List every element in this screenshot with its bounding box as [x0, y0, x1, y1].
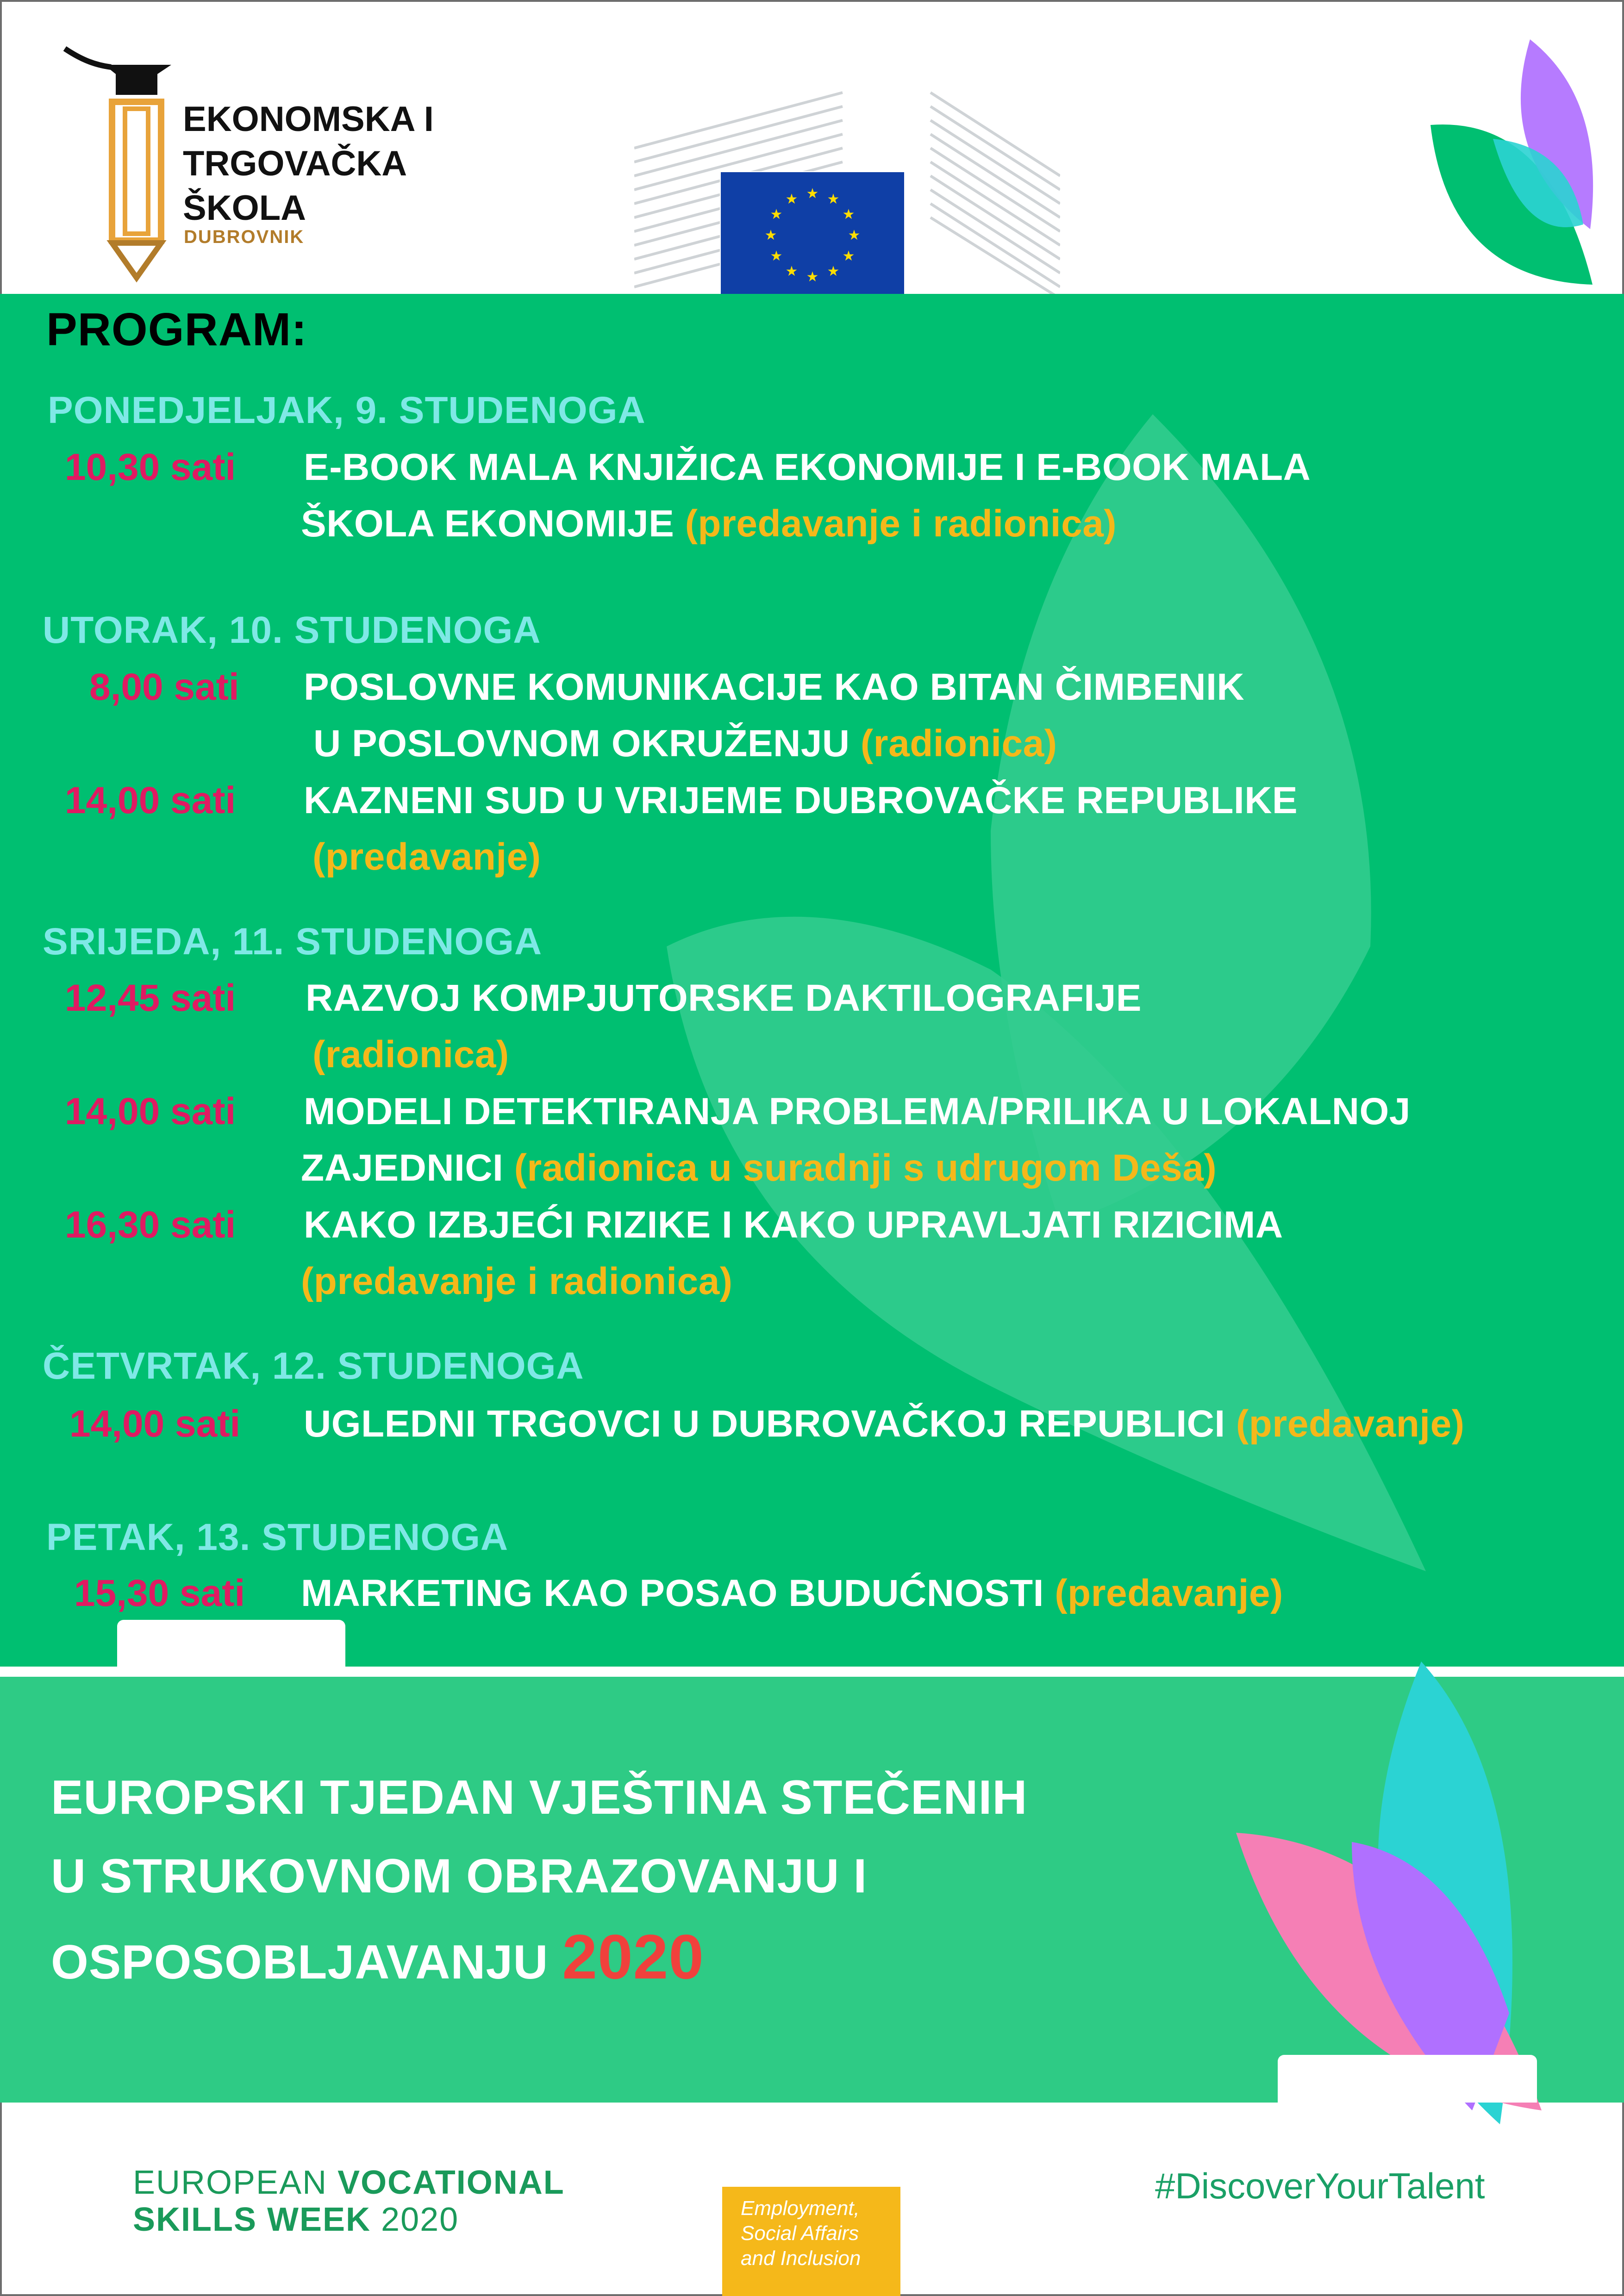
event-time: 16,30 sati [65, 1204, 236, 1246]
event-time: 14,00 sati [65, 1090, 236, 1132]
event-note: (predavanje i radionica) [685, 503, 1117, 545]
eu-stars-icon [721, 172, 904, 299]
svg-text:★: ★ [848, 227, 861, 243]
svg-text:★: ★ [842, 206, 855, 223]
eu-flag [721, 172, 904, 299]
evsw-logo-line1 [133, 2164, 565, 2202]
decor-tab [117, 1620, 345, 1667]
svg-text:★: ★ [764, 227, 777, 243]
svg-text:★: ★ [785, 191, 798, 207]
school-city: DUBROVNIK [184, 227, 305, 247]
evsw-logo-line2 [133, 2201, 459, 2239]
campaign-title-line3 [51, 1921, 704, 1993]
campaign-title-text: OSPOSOBLJAVANJU [51, 1935, 562, 1989]
school-name-line1: EKONOMSKA I [183, 100, 434, 139]
event-title: KAZNENI SUD U VRIJEME DUBROVAČKE REPUBLIKE [304, 779, 1298, 821]
campaign-year: 2020 [562, 1922, 704, 1992]
event-title: RAZVOJ KOMPJUTORSKE DAKTILOGRAFIJE [306, 977, 1142, 1019]
event-time: 14,00 sati [69, 1403, 241, 1445]
day-heading: ČETVRTAK, 12. STUDENOGA [43, 1345, 584, 1387]
school-pencil-icon [60, 39, 181, 285]
event-time: 8,00 sati [89, 666, 239, 708]
event-note: (radionica) [860, 722, 1057, 765]
evsw-european: EUROPEAN [133, 2164, 338, 2201]
event-note: (predavanje) [1236, 1403, 1465, 1445]
day-heading: SRIJEDA, 11. STUDENOGA [43, 921, 543, 963]
esai-line3: and Inclusion [741, 2247, 861, 2270]
event-time: 12,45 sati [65, 977, 236, 1019]
event-title-line2: ZAJEDNICI [301, 1147, 514, 1189]
decor-tab [1278, 2055, 1537, 2103]
event-title-cont [301, 502, 1117, 546]
svg-text:★: ★ [842, 248, 855, 264]
hashtag: #DiscoverYourTalent [1155, 2165, 1485, 2206]
event-note: (radionica u suradnji s udrugom Deša) [514, 1147, 1217, 1189]
evsw-skills-week: SKILLS WEEK [133, 2201, 371, 2238]
campaign-title-line1: EUROPSKI TJEDAN VJEŠTINA STEČENIH [51, 1771, 1028, 1824]
event-title: POSLOVNE KOMUNIKACIJE KAO BITAN ČIMBENIK [304, 666, 1245, 708]
esai-logo-text [741, 2196, 861, 2271]
evsw-year: 2020 [371, 2201, 459, 2238]
esai-line1: Employment, [741, 2197, 860, 2220]
event-title-cont [304, 1402, 1465, 1446]
event-title-cont [301, 1572, 1283, 1615]
event-time: 15,30 sati [74, 1572, 245, 1614]
svg-text:★: ★ [785, 263, 798, 280]
event-note: (predavanje) [1055, 1572, 1283, 1614]
school-name [183, 97, 434, 230]
event-title-cont [301, 1146, 1217, 1190]
event-title: MODELI DETEKTIRANJA PROBLEMA/PRILIKA U LOKALNOJ [304, 1090, 1411, 1132]
event-time: 14,00 sati [65, 779, 236, 821]
svg-text:★: ★ [770, 248, 783, 264]
svg-text:★: ★ [827, 263, 840, 280]
campaign-title-line2: U STRUKOVNOM OBRAZOVANJU I [51, 1849, 868, 1903]
day-heading: PONEDJELJAK, 9. STUDENOGA [48, 389, 646, 431]
event-title-cont [313, 722, 1057, 765]
background-leaf-icon [667, 414, 1454, 1667]
school-name-line3: ŠKOLA [183, 188, 306, 228]
school-name-line2: TRGOVAČKA [183, 144, 407, 183]
svg-text:★: ★ [770, 206, 783, 223]
event-title: E-BOOK MALA KNJIŽICA EKONOMIJE I E-BOOK MALA [304, 446, 1311, 488]
event-note: (predavanje) [312, 836, 541, 878]
svg-text:★: ★ [806, 269, 819, 285]
evsw-vocational: VOCATIONAL [337, 2164, 565, 2201]
event-time: 10,30 sati [65, 446, 236, 488]
event-note: (radionica) [312, 1033, 509, 1076]
event-title: UGLEDNI TRGOVCI U DUBROVAČKOJ REPUBLICI [304, 1403, 1236, 1445]
event-title-line2: U POSLOVNOM OKRUŽENJU [313, 722, 861, 765]
day-heading: PETAK, 13. STUDENOGA [46, 1516, 509, 1558]
event-title: MARKETING KAO POSAO BUDUĆNOSTI [301, 1572, 1055, 1614]
program-title: PROGRAM: [46, 304, 307, 355]
svg-text:★: ★ [827, 191, 840, 207]
day-heading: UTORAK, 10. STUDENOGA [43, 609, 541, 651]
event-title-line2: ŠKOLA EKONOMIJE [301, 503, 685, 545]
event-title: KAKO IZBJEĆI RIZIKE I KAKO UPRAVLJATI RIZICIMA [304, 1204, 1283, 1246]
evsw-leaf-icon [1430, 39, 1602, 285]
esai-line2: Social Affairs [741, 2222, 859, 2245]
svg-text:★: ★ [806, 186, 819, 202]
event-note: (predavanje i radionica) [301, 1260, 733, 1302]
